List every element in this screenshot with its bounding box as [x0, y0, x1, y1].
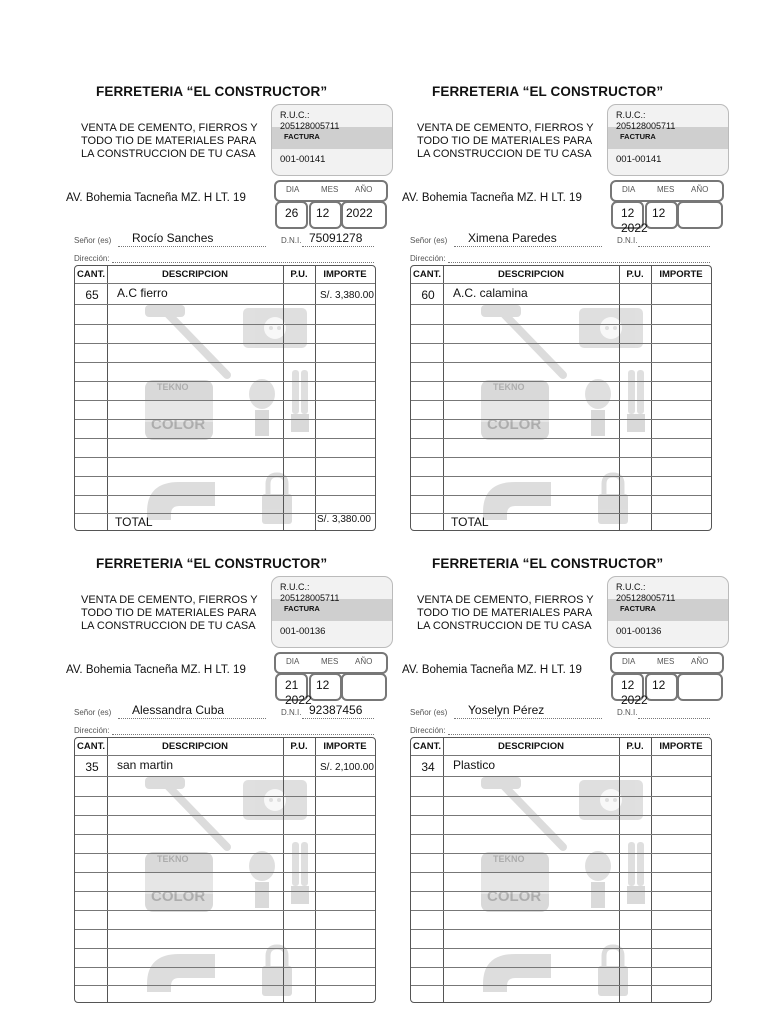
col-cant: CANT.	[413, 741, 441, 752]
dni-line	[302, 246, 374, 247]
store-tagline	[81, 122, 258, 161]
item-description: Plastico	[453, 758, 496, 772]
column-divider	[443, 738, 444, 1002]
tagline-line: TODO TIO DE MATERIALES PARA	[81, 135, 257, 147]
year-header: AÑO	[355, 657, 373, 666]
tagline-line: VENTA DE CEMENTO, FIERROS Y	[417, 594, 594, 606]
col-pu: P.U.	[290, 269, 308, 280]
column-divider	[283, 738, 284, 1002]
row-line	[75, 419, 375, 420]
day-value: 21	[285, 678, 299, 692]
row-line	[411, 495, 711, 496]
col-descripcion: DESCRIPCION	[498, 269, 564, 280]
direccion-line	[112, 262, 374, 263]
row-line	[411, 929, 711, 930]
row-line	[75, 834, 375, 835]
items-table	[410, 265, 712, 531]
tagline-line: VENTA DE CEMENTO, FIERROS Y	[81, 594, 258, 606]
row-line	[75, 324, 375, 325]
ruc-box	[607, 104, 729, 176]
senor-label: Señor (es)	[410, 236, 448, 245]
item-description: A.C. calamina	[453, 286, 528, 300]
month-value: 12	[316, 678, 330, 692]
ruc-box	[607, 576, 729, 648]
invoice-clip	[396, 556, 709, 1016]
total-label: TOTAL	[451, 515, 489, 529]
row-line	[411, 755, 711, 756]
row-line	[411, 476, 711, 477]
customer-line	[118, 718, 266, 719]
col-importe: IMPORTE	[659, 269, 703, 280]
ruc-box	[271, 576, 393, 648]
ruc-number: 205128005711	[280, 121, 340, 131]
items-table	[74, 737, 376, 1003]
customer-name: Ximena Paredes	[468, 231, 557, 245]
col-pu: P.U.	[626, 741, 644, 752]
brand-tag: TEKNO	[157, 854, 189, 864]
hammer-icon	[145, 301, 235, 381]
column-divider	[651, 738, 652, 1002]
col-pu: P.U.	[290, 741, 308, 752]
dni-line	[302, 718, 374, 719]
direccion-label: Dirección:	[410, 254, 446, 263]
store-tagline	[417, 594, 594, 633]
day-header: DIA	[286, 657, 300, 666]
tagline-line: VENTA DE CEMENTO, FIERROS Y	[417, 122, 594, 134]
column-divider	[619, 266, 620, 530]
direccion-label: Dirección:	[74, 726, 110, 735]
row-line	[75, 929, 375, 930]
day-header: DIA	[622, 185, 636, 194]
row-line	[411, 324, 711, 325]
col-descripcion: DESCRIPCION	[162, 741, 228, 752]
tagline-line: TODO TIO DE MATERIALES PARA	[417, 135, 593, 147]
invoice	[66, 84, 394, 544]
pipe-elbow-icon	[475, 944, 557, 994]
customer-line	[454, 718, 602, 719]
brand-tag: TEKNO	[493, 382, 525, 392]
doc-type-label: FACTURA	[284, 132, 320, 141]
month-value: 12	[652, 206, 666, 220]
row-line	[411, 438, 711, 439]
bulb-icon	[247, 378, 277, 440]
store-title: FERRETERIA “EL CONSTRUCTOR”	[96, 84, 328, 99]
item-description: A.C fierro	[117, 286, 168, 300]
brand-name: COLOR	[487, 416, 542, 433]
item-qty: 35	[85, 760, 99, 774]
row-line	[411, 513, 711, 514]
day-value: 12	[621, 206, 635, 220]
tagline-line: LA CONSTRUCCION DE TU CASA	[81, 148, 256, 160]
invoice	[402, 84, 730, 544]
row-line	[75, 304, 375, 305]
tube-bulb-icon	[625, 368, 647, 436]
dni-line	[638, 246, 710, 247]
serie-number: 001-00136	[280, 626, 326, 637]
date-header	[610, 180, 724, 202]
row-line	[75, 948, 375, 949]
dni-value: 75091278	[309, 231, 363, 245]
month-value: 12	[316, 206, 330, 220]
row-line	[75, 495, 375, 496]
customer-name: Rocío Sanches	[132, 231, 214, 245]
dni-label: D.N.I.	[617, 236, 638, 245]
direccion-line	[112, 734, 374, 735]
padlock-icon	[260, 472, 294, 526]
customer-line	[454, 246, 602, 247]
col-descripcion: DESCRIPCION	[498, 741, 564, 752]
column-divider	[651, 266, 652, 530]
row-line	[75, 910, 375, 911]
serie-number: 001-00141	[616, 154, 662, 165]
day-header: DIA	[286, 185, 300, 194]
row-line	[75, 343, 375, 344]
col-cant: CANT.	[77, 741, 105, 752]
day-value: 26	[285, 206, 299, 220]
row-line	[411, 283, 711, 284]
row-line	[75, 476, 375, 477]
tagline-line: TODO TIO DE MATERIALES PARA	[417, 607, 593, 619]
col-pu: P.U.	[626, 269, 644, 280]
col-importe: IMPORTE	[659, 741, 703, 752]
dni-value: 92387456	[309, 703, 363, 717]
row-line	[411, 400, 711, 401]
invoice-clip	[60, 556, 394, 1016]
direccion-line	[448, 262, 710, 263]
row-line	[75, 796, 375, 797]
customer-line	[118, 246, 266, 247]
year-header: AÑO	[691, 185, 709, 194]
serie-number: 001-00141	[280, 154, 326, 165]
column-divider	[107, 738, 108, 1002]
item-qty: 34	[421, 760, 435, 774]
year-value: 2022	[621, 693, 648, 707]
day-header: DIA	[622, 657, 636, 666]
tube-bulb-icon	[289, 368, 311, 436]
ruc-number: 205128005711	[616, 593, 676, 603]
store-title: FERRETERIA “EL CONSTRUCTOR”	[96, 556, 328, 571]
month-header: MES	[657, 657, 675, 666]
date-header	[610, 652, 724, 674]
tagline-line: LA CONSTRUCCION DE TU CASA	[81, 620, 256, 632]
ruc-box	[271, 104, 393, 176]
year-box	[341, 673, 387, 701]
row-line	[75, 283, 375, 284]
row-line	[411, 304, 711, 305]
row-line	[411, 872, 711, 873]
store-address: AV. Bohemia Tacneña MZ. H LT. 19	[66, 664, 246, 676]
direccion-label: Dirección:	[74, 254, 110, 263]
total-label: TOTAL	[115, 515, 153, 529]
invoice-clip	[396, 84, 709, 544]
doc-type-label: FACTURA	[620, 132, 656, 141]
store-address: AV. Bohemia Tacneña MZ. H LT. 19	[402, 192, 582, 204]
month-header: MES	[657, 185, 675, 194]
serie-number: 001-00136	[616, 626, 662, 637]
hammer-icon	[145, 773, 235, 853]
column-divider	[283, 266, 284, 530]
col-cant: CANT.	[413, 269, 441, 280]
year-box	[677, 673, 723, 701]
row-line	[75, 755, 375, 756]
month-value: 12	[652, 678, 666, 692]
store-title: FERRETERIA “EL CONSTRUCTOR”	[432, 556, 664, 571]
padlock-icon	[596, 472, 630, 526]
row-line	[75, 853, 375, 854]
direccion-label: Dirección:	[410, 726, 446, 735]
customer-name: Yoselyn Pérez	[468, 703, 545, 717]
hammer-icon	[481, 773, 571, 853]
year-value: 2022	[346, 206, 373, 220]
senor-label: Señor (es)	[74, 236, 112, 245]
tagline-line: VENTA DE CEMENTO, FIERROS Y	[81, 122, 258, 134]
padlock-icon	[260, 944, 294, 998]
tube-bulb-icon	[625, 840, 647, 908]
row-line	[75, 438, 375, 439]
padlock-icon	[596, 944, 630, 998]
bulb-icon	[583, 850, 613, 912]
items-table	[74, 265, 376, 531]
tagline-line: LA CONSTRUCCION DE TU CASA	[417, 620, 592, 632]
row-line	[411, 362, 711, 363]
year-value: 2022	[285, 693, 312, 707]
ruc-number: 205128005711	[280, 593, 340, 603]
year-value: 2022	[621, 221, 648, 235]
col-descripcion: DESCRIPCION	[162, 269, 228, 280]
row-line	[75, 362, 375, 363]
year-header: AÑO	[691, 657, 709, 666]
col-importe: IMPORTE	[323, 741, 367, 752]
month-header: MES	[321, 185, 339, 194]
tube-bulb-icon	[289, 840, 311, 908]
brand-tag: TEKNO	[493, 854, 525, 864]
brand-name: COLOR	[487, 888, 542, 905]
row-line	[75, 985, 375, 986]
row-line	[411, 967, 711, 968]
store-title: FERRETERIA “EL CONSTRUCTOR”	[432, 84, 664, 99]
store-tagline	[81, 594, 258, 633]
row-line	[75, 381, 375, 382]
row-line	[411, 457, 711, 458]
column-divider	[443, 266, 444, 530]
day-value: 12	[621, 678, 635, 692]
invoice-clip	[60, 84, 394, 544]
date-header	[274, 652, 388, 674]
row-line	[75, 967, 375, 968]
dni-line	[638, 718, 710, 719]
row-line	[75, 400, 375, 401]
bulb-icon	[583, 378, 613, 440]
item-qty: 65	[85, 288, 99, 302]
row-line	[75, 776, 375, 777]
dni-label: D.N.I.	[281, 708, 302, 717]
hammer-icon	[481, 301, 571, 381]
store-tagline	[417, 122, 594, 161]
year-header: AÑO	[355, 185, 373, 194]
row-line	[75, 872, 375, 873]
column-divider	[107, 266, 108, 530]
senor-label: Señor (es)	[74, 708, 112, 717]
pipe-elbow-icon	[139, 944, 221, 994]
brand-name: COLOR	[151, 416, 206, 433]
ruc-label: R.U.C.:	[616, 582, 646, 592]
row-line	[411, 343, 711, 344]
date-header	[274, 180, 388, 202]
brand-tag: TEKNO	[157, 382, 189, 392]
row-line	[75, 457, 375, 458]
bulb-icon	[247, 850, 277, 912]
row-line	[411, 419, 711, 420]
row-line	[411, 381, 711, 382]
row-line	[75, 891, 375, 892]
direccion-line	[448, 734, 710, 735]
items-table	[410, 737, 712, 1003]
doc-type-label: FACTURA	[620, 604, 656, 613]
col-cant: CANT.	[77, 269, 105, 280]
col-importe: IMPORTE	[323, 269, 367, 280]
row-line	[411, 948, 711, 949]
invoice	[66, 556, 394, 1016]
doc-type-label: FACTURA	[284, 604, 320, 613]
row-line	[411, 910, 711, 911]
dni-label: D.N.I.	[281, 236, 302, 245]
tagline-line: TODO TIO DE MATERIALES PARA	[81, 607, 257, 619]
customer-name: Alessandra Cuba	[132, 703, 225, 717]
month-header: MES	[321, 657, 339, 666]
store-address: AV. Bohemia Tacneña MZ. H LT. 19	[402, 664, 582, 676]
row-line	[411, 891, 711, 892]
column-divider	[315, 738, 316, 1002]
invoice	[402, 556, 730, 1016]
item-amount: S/. 3,380.00	[320, 290, 374, 301]
row-line	[411, 834, 711, 835]
tagline-line: LA CONSTRUCCION DE TU CASA	[417, 148, 592, 160]
year-box	[677, 201, 723, 229]
item-amount: S/. 2,100.00	[320, 762, 374, 773]
item-qty: 60	[421, 288, 435, 302]
ruc-number: 205128005711	[616, 121, 676, 131]
item-description: san martin	[117, 758, 174, 772]
row-line	[411, 853, 711, 854]
store-address: AV. Bohemia Tacneña MZ. H LT. 19	[66, 192, 246, 204]
row-line	[411, 985, 711, 986]
row-line	[411, 796, 711, 797]
row-line	[411, 776, 711, 777]
column-divider	[315, 266, 316, 530]
senor-label: Señor (es)	[410, 708, 448, 717]
dni-label: D.N.I.	[617, 708, 638, 717]
row-line	[75, 815, 375, 816]
row-line	[411, 815, 711, 816]
ruc-label: R.U.C.:	[616, 110, 646, 120]
column-divider	[619, 738, 620, 1002]
ruc-label: R.U.C.:	[280, 110, 310, 120]
brand-name: COLOR	[151, 888, 206, 905]
total-amount: S/. 3,380.00	[317, 514, 371, 525]
ruc-label: R.U.C.:	[280, 582, 310, 592]
